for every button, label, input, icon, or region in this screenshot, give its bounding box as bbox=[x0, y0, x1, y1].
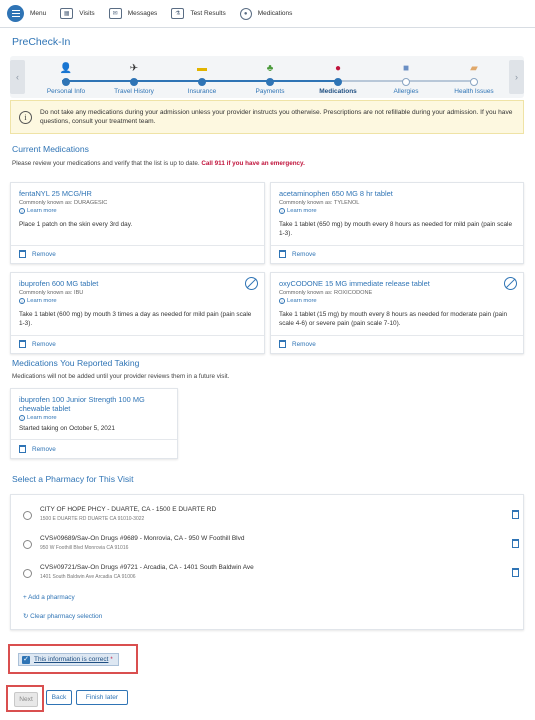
medication-card bbox=[270, 182, 524, 264]
pharmacy-option[interactable] bbox=[19, 561, 519, 587]
confirm-label[interactable]: This information is correct bbox=[34, 656, 109, 663]
radio-button[interactable] bbox=[23, 511, 32, 520]
clear-pharmacy-link[interactable] bbox=[23, 612, 102, 620]
nav-medications[interactable] bbox=[240, 8, 293, 20]
pills-icon: ● bbox=[334, 63, 342, 74]
learn-more-label: Learn more bbox=[27, 298, 57, 304]
step-personal-info[interactable] bbox=[31, 62, 101, 95]
stepper-next-button[interactable] bbox=[509, 60, 524, 94]
medication-name[interactable]: fentaNYL 25 MCG/HR bbox=[19, 189, 92, 198]
reported-medications-subtitle: Medications will not be added until your provider reviews them in a future visit. bbox=[12, 373, 230, 380]
trash-icon bbox=[19, 250, 26, 258]
pharmacy-address: 950 W Foothill Blvd Monrovia CA 91016 bbox=[40, 545, 129, 551]
medication-name[interactable]: acetaminophen 650 MG 8 hr tablet bbox=[279, 189, 393, 198]
bandage-icon: ▰ bbox=[470, 63, 478, 74]
radio-button[interactable] bbox=[23, 569, 32, 578]
remove-button[interactable] bbox=[279, 340, 316, 348]
learn-more-label: Learn more bbox=[27, 415, 57, 421]
top-nav bbox=[0, 0, 535, 28]
step-travel-history[interactable] bbox=[99, 62, 169, 95]
do-not-take-icon bbox=[504, 277, 517, 290]
remove-label: Remove bbox=[32, 250, 56, 258]
learn-more-label: Learn more bbox=[27, 208, 57, 214]
remove-button[interactable] bbox=[19, 340, 56, 348]
nav-messages-label: Messages bbox=[127, 10, 158, 17]
medication-card bbox=[10, 272, 265, 354]
step-label: Allergies bbox=[393, 88, 419, 95]
trash-icon[interactable] bbox=[512, 510, 519, 519]
step-label: Medications bbox=[319, 88, 357, 95]
step-dot bbox=[130, 78, 138, 86]
next-button[interactable]: Next bbox=[14, 692, 38, 707]
info-icon: i bbox=[279, 208, 285, 214]
page-title: PreCheck-In bbox=[12, 36, 71, 48]
finish-later-button[interactable]: Finish later bbox=[76, 690, 128, 705]
step-dot bbox=[334, 78, 342, 86]
remove-label: Remove bbox=[292, 250, 316, 258]
pharmacy-name: CVS#09689/Sav-On Drugs #9689 - Monrovia, CA - 950 W Foothill Blvd bbox=[40, 535, 245, 542]
medication-name[interactable]: oxyCODONE 15 MG immediate release tablet bbox=[279, 279, 430, 288]
notice-text: Do not take any medications during your admission unless your provider instructs you otherwise. Prescriptions are not refillable during your admission. If you have questions, consult your treatment team. bbox=[40, 108, 513, 125]
info-icon: i bbox=[279, 298, 285, 304]
do-not-take-icon bbox=[245, 277, 258, 290]
allergy-icon: ■ bbox=[402, 63, 410, 74]
refresh-icon: ↻ bbox=[23, 613, 31, 620]
reported-medications-title: Medications You Reported Taking bbox=[12, 358, 140, 368]
medication-known-as: Commonly known as: TYLENOL bbox=[279, 200, 360, 206]
pharmacy-option[interactable] bbox=[19, 503, 519, 529]
remove-button[interactable] bbox=[279, 250, 316, 258]
step-dot bbox=[470, 78, 478, 86]
required-marker: * bbox=[110, 656, 113, 663]
medication-instructions: Place 1 patch on the skin every 3rd day. bbox=[19, 221, 133, 228]
money-icon: ♣ bbox=[266, 63, 274, 74]
back-button[interactable]: Back bbox=[46, 690, 72, 705]
person-icon: 👤 bbox=[59, 63, 73, 74]
calendar-icon: ▦ bbox=[60, 8, 73, 19]
medication-instructions: Take 1 tablet (650 mg) by mouth every 8 hours as needed for mild pain (pain scale 1-3). bbox=[279, 221, 513, 238]
medication-instructions: Take 1 tablet (15 mg) by mouth every 8 hours as needed for moderate pain (pain scale 4-6) or severe pain (pain scale 7-10). bbox=[279, 311, 508, 328]
trash-icon[interactable] bbox=[512, 539, 519, 548]
nav-visits[interactable] bbox=[60, 8, 94, 19]
stepper-prev-button[interactable] bbox=[10, 60, 25, 94]
clear-pharmacy-label: Clear pharmacy selection bbox=[30, 613, 103, 620]
medication-known-as: Commonly known as: IBU bbox=[19, 290, 84, 296]
step-health-issues[interactable] bbox=[439, 62, 509, 95]
insurance-card-icon: ▬ bbox=[197, 63, 207, 74]
learn-more-link[interactable] bbox=[19, 298, 57, 304]
remove-button[interactable] bbox=[19, 250, 56, 258]
pharmacy-name: CVS#09721/Sav-On Drugs #9721 - Arcadia, CA - 1401 South Baldwin Ave bbox=[40, 564, 254, 571]
pill-bottle-icon: ● bbox=[240, 8, 252, 20]
flask-icon: ⚗ bbox=[171, 8, 184, 19]
menu-button[interactable] bbox=[7, 5, 46, 22]
add-pharmacy-link[interactable]: + Add a pharmacy bbox=[23, 594, 75, 601]
confirm-highlight bbox=[8, 644, 138, 674]
step-insurance[interactable] bbox=[167, 62, 237, 95]
nav-medications-label: Medications bbox=[257, 10, 293, 17]
medication-instructions: Take 1 tablet (600 mg) by mouth 3 times a day as needed for mild pain (pain scale 1-3). bbox=[19, 311, 252, 328]
remove-label: Remove bbox=[32, 445, 56, 453]
info-icon: i bbox=[19, 298, 25, 304]
step-label: Travel History bbox=[114, 88, 154, 95]
medication-card bbox=[270, 272, 524, 354]
trash-icon bbox=[279, 250, 286, 258]
step-dot bbox=[198, 78, 206, 86]
pharmacy-address: 1401 South Baldwin Ave Arcadia CA 91006 bbox=[40, 574, 136, 580]
step-label: Health Issues bbox=[454, 88, 494, 95]
medication-name[interactable]: ibuprofen 100 Junior Strength 100 MG chewable tablet bbox=[19, 395, 145, 414]
menu-label: Menu bbox=[30, 10, 47, 17]
nav-test-results-label: Test Results bbox=[190, 10, 226, 17]
started-taking-text: Started taking on October 5, 2021 bbox=[19, 425, 115, 432]
info-icon: i bbox=[19, 111, 32, 124]
info-icon: i bbox=[19, 208, 25, 214]
step-medications[interactable] bbox=[303, 62, 373, 95]
progress-stepper bbox=[10, 56, 524, 98]
nav-test-results[interactable] bbox=[171, 8, 225, 19]
step-label: Personal Info bbox=[46, 88, 86, 95]
remove-button[interactable] bbox=[19, 445, 56, 453]
card-divider bbox=[271, 245, 523, 246]
card-divider bbox=[11, 439, 177, 440]
emergency-warning: Call 911 if you have an emergency. bbox=[201, 160, 305, 167]
subtitle-text: Please review your medications and verify that the list is up to date. bbox=[12, 160, 200, 167]
nav-messages[interactable] bbox=[109, 8, 158, 19]
nav-visits-label: Visits bbox=[79, 10, 95, 17]
medication-known-as: Commonly known as: ROXICODONE bbox=[279, 290, 373, 296]
step-allergies[interactable] bbox=[371, 62, 441, 95]
step-dot bbox=[402, 78, 410, 86]
learn-more-label: Learn more bbox=[287, 208, 317, 214]
main-content bbox=[6, 28, 529, 720]
step-label: Insurance bbox=[187, 88, 217, 95]
card-divider bbox=[271, 335, 523, 336]
step-dot bbox=[266, 78, 274, 86]
card-divider bbox=[11, 335, 264, 336]
chevron-left-icon: ‹ bbox=[16, 72, 19, 82]
medication-name[interactable]: ibuprofen 600 MG tablet bbox=[19, 279, 99, 288]
pharmacy-list bbox=[10, 494, 524, 630]
radio-button[interactable] bbox=[23, 540, 32, 549]
pharmacy-title: Select a Pharmacy for This Visit bbox=[12, 474, 134, 484]
learn-more-link[interactable] bbox=[279, 208, 317, 214]
pharmacy-address: 1500 E DUARTE RD DUARTE CA 91010-3022 bbox=[40, 516, 145, 522]
airplane-icon: ✈ bbox=[129, 63, 139, 74]
current-medications-title: Current Medications bbox=[12, 144, 89, 154]
current-medications-subtitle bbox=[12, 160, 305, 167]
trash-icon bbox=[19, 340, 26, 348]
admission-notice bbox=[10, 100, 524, 134]
medication-known-as: Commonly known as: DURAGESIC bbox=[19, 200, 108, 206]
remove-label: Remove bbox=[32, 340, 56, 348]
trash-icon[interactable] bbox=[512, 568, 519, 577]
reported-medication-card bbox=[10, 388, 178, 459]
info-icon: i bbox=[19, 415, 25, 421]
chevron-right-icon: › bbox=[515, 72, 518, 82]
next-highlight bbox=[6, 685, 44, 712]
learn-more-link[interactable] bbox=[279, 298, 317, 304]
pharmacy-name: CITY OF HOPE PHCY - DUARTE, CA - 1500 E DUARTE RD bbox=[40, 506, 217, 513]
confirm-checkbox[interactable] bbox=[18, 653, 119, 666]
medication-card bbox=[10, 182, 265, 264]
card-divider bbox=[11, 245, 264, 246]
learn-more-link[interactable] bbox=[19, 208, 57, 214]
pharmacy-option[interactable] bbox=[19, 532, 519, 558]
envelope-icon: ✉ bbox=[109, 8, 122, 19]
trash-icon bbox=[19, 445, 26, 453]
checkbox-checked-icon: ✓ bbox=[23, 655, 29, 663]
hamburger-icon bbox=[7, 5, 24, 22]
learn-more-link[interactable] bbox=[19, 415, 57, 421]
step-label: Payments bbox=[255, 88, 285, 95]
step-payments[interactable] bbox=[235, 62, 305, 95]
remove-label: Remove bbox=[292, 340, 316, 348]
trash-icon bbox=[279, 340, 286, 348]
step-dot bbox=[62, 78, 70, 86]
learn-more-label: Learn more bbox=[287, 298, 317, 304]
